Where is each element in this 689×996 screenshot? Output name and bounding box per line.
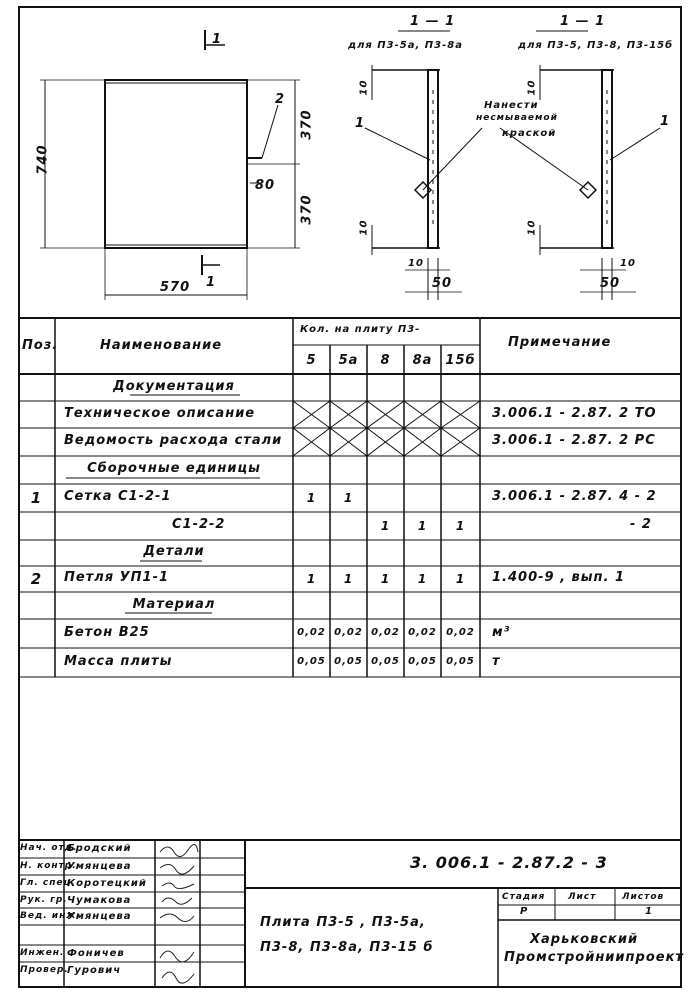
row-note: 3.006.1 - 2.87. 4 - 2 xyxy=(492,489,657,504)
header-qty: Кол. на плиту П3- xyxy=(300,324,421,335)
dim-50a: 50 xyxy=(432,276,453,291)
dim-height: 740 xyxy=(35,144,51,175)
stage-label: Стадия xyxy=(502,892,546,902)
plate-outline xyxy=(105,80,247,248)
row-note: т xyxy=(492,653,501,669)
stamp-role: Нач. отд. xyxy=(20,843,78,853)
stamp-person: Коротецкий xyxy=(67,878,147,889)
qty-cell: 1 xyxy=(380,519,391,533)
qty-cell: 1 xyxy=(455,572,466,586)
stamp-person: Фоничев xyxy=(67,948,125,959)
row-note: 1.400-9 , вып. 1 xyxy=(492,570,626,585)
dim-10a: 10 xyxy=(358,79,370,96)
row-name: Техническое описание xyxy=(64,405,256,421)
section-a-sub: для П3-5а, П3-8а xyxy=(348,40,463,51)
header-name: Наименование xyxy=(100,338,223,353)
qty-cell: 1 xyxy=(343,572,354,586)
section-b-title: 1 — 1 xyxy=(560,14,606,29)
dim-80: 80 xyxy=(255,178,276,193)
dim-50b: 50 xyxy=(600,276,621,291)
qty-cell: 0,02 xyxy=(371,626,400,638)
section-heading: Материал xyxy=(132,596,216,612)
qty-col-header: 5а xyxy=(338,353,359,368)
callout-1a: 1 xyxy=(355,116,366,131)
note-line3: краской xyxy=(502,128,557,139)
row-note: 3.006.1 - 2.87. 2 РС xyxy=(492,433,656,448)
qty-cell: 1 xyxy=(455,519,466,533)
header-note: Примечание xyxy=(508,335,612,350)
sheets-label: Листов xyxy=(622,892,665,902)
sheets-value: 1 xyxy=(645,906,653,917)
qty-cell: 0,05 xyxy=(446,655,475,667)
section-mark-top: 1 xyxy=(212,32,223,47)
section-mark-bottom: 1 xyxy=(206,275,217,290)
note-line1: Нанести xyxy=(484,100,539,111)
row-name: Сетка С1-2-1 xyxy=(64,489,172,504)
stamp-person: Умянцева xyxy=(67,911,132,922)
row-note: 3.006.1 - 2.87. 2 ТО xyxy=(492,405,657,421)
row-note: м³ xyxy=(492,624,511,640)
section-heading: Сборочные единицы xyxy=(87,461,261,476)
dim-10f: 10 xyxy=(620,258,636,269)
dim-10e: 10 xyxy=(408,258,424,269)
stamp-person: Гурович xyxy=(67,965,122,976)
row-note: - 2 xyxy=(630,517,652,532)
row-name: Ведомость расхода стали xyxy=(64,433,283,448)
section-b-sub: для П3-5, П3-8, П3-15б xyxy=(518,40,674,51)
stamp-role: Н. контр. xyxy=(20,861,77,871)
qty-cell: 0,05 xyxy=(297,655,326,667)
row-name: С1-2-2 xyxy=(172,517,226,532)
title-line1: Плита П3-5 , П3-5а, xyxy=(260,915,426,930)
dim-lower: 370 xyxy=(299,194,315,225)
org-line2: Промстройниипроект xyxy=(504,950,684,965)
qty-cell: 0,05 xyxy=(408,655,437,667)
section-heading: Документация xyxy=(113,378,235,394)
stamp-role: Вед. инж. xyxy=(20,911,81,921)
stamp-role: Гл. спец. xyxy=(20,878,76,888)
qty-cell: 0,02 xyxy=(297,626,326,638)
stamp-role: Провер. xyxy=(20,965,69,975)
stage-value: Р xyxy=(520,906,529,917)
qty-cell: 1 xyxy=(380,572,391,586)
qty-cell: 0,02 xyxy=(446,626,475,638)
qty-cell: 0,02 xyxy=(408,626,437,638)
row-name: Бетон В25 xyxy=(64,624,150,640)
row-pos: 2 xyxy=(30,570,43,588)
stamp-person: Чумакова xyxy=(67,895,132,906)
stamp-role: Рук. гр. xyxy=(20,895,68,905)
title-line2: П3-8, П3-8а, П3-15 б xyxy=(260,940,434,955)
dim-10c: 10 xyxy=(526,79,538,96)
qty-cell: 1 xyxy=(417,519,428,533)
qty-col-header: 5 xyxy=(306,353,317,368)
stamp-person: Умянцева xyxy=(67,861,132,872)
qty-cell: 1 xyxy=(417,572,428,586)
header-pos: Поз. xyxy=(22,338,59,353)
qty-col-header: 15б xyxy=(445,353,476,368)
note-line2: несмываемой xyxy=(476,113,558,123)
qty-cell: 0,02 xyxy=(334,626,363,638)
row-name: Масса плиты xyxy=(64,653,173,669)
org-line1: Харьковский xyxy=(530,932,639,947)
sheet-label: Лист xyxy=(568,892,597,902)
qty-cell: 1 xyxy=(306,491,317,505)
section-a-title: 1 — 1 xyxy=(410,14,456,29)
callout-1b: 1 xyxy=(660,114,671,129)
dim-upper: 370 xyxy=(299,109,315,140)
dim-10d: 10 xyxy=(526,219,538,236)
dim-width: 570 xyxy=(160,280,191,295)
qty-cell: 0,05 xyxy=(334,655,363,667)
stamp-person: Бродский xyxy=(67,843,132,854)
qty-cell: 1 xyxy=(306,572,317,586)
callout-2: 2 xyxy=(275,92,286,107)
section-heading: Детали xyxy=(143,544,205,559)
qty-cell: 0,05 xyxy=(371,655,400,667)
qty-col-header: 8а xyxy=(412,353,433,368)
stamp-role: Инжен. xyxy=(20,948,65,958)
row-pos: 1 xyxy=(30,489,43,507)
qty-col-header: 8 xyxy=(380,353,391,368)
dim-10b: 10 xyxy=(358,219,370,236)
qty-cell: 1 xyxy=(343,491,354,505)
row-name: Петля УП1-1 xyxy=(64,570,170,585)
doc-code: 3. 006.1 - 2.87.2 - 3 xyxy=(410,853,608,872)
